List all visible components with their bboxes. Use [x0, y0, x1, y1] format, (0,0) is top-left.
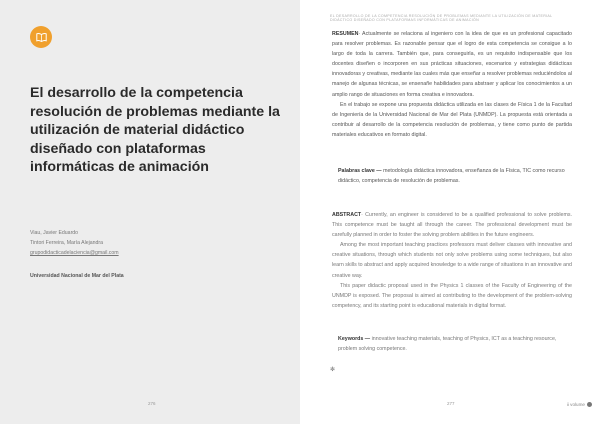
affiliation: Universidad Nacional de Mar del Plata	[30, 273, 124, 279]
journal-mark	[567, 402, 592, 407]
page-number: 276	[148, 401, 156, 406]
contact-email-link[interactable]: grupodidacticadelaciencia@gmail.com	[30, 250, 119, 256]
abstract-label: ABSTRACT	[332, 212, 362, 218]
keywords-spanish: Palabras clave — metodología didáctica innovadora, enseñanza de la Física, TIC como recurso didáctico, competencia de resolución de problemas.	[338, 168, 565, 185]
abstract-paragraph: This paper didactic proposal used in the Physics 1 classes of the Faculty of Engineering of the UNMDP is exposed. The proposal is aimed at contributing to the development of the problem-solving competency, and its starting point is educational materials in digital format.	[332, 282, 572, 309]
keywords-english: Keywords — innovative teaching materials, teaching of Physics, ICT as a teaching resource, problem solving competence.	[338, 336, 557, 353]
author-list	[30, 228, 270, 258]
running-head: EL DESARROLLO DE LA COMPETENCIA RESOLUCIÓN DE PROBLEMAS MEDIANTE LA UTILIZACIÓN DE MATERIAL DIDÁCTICO DISEÑADO CON PLATAFORMAS INFORMÁTICAS DE ANIMACIÓN	[330, 14, 553, 22]
article-title: El desarrollo de la competencia resolución de problemas mediante la utilización de material didáctico diseñado con plataformas informáticas de animación	[30, 85, 280, 176]
keywords-label: Palabras clave —	[338, 168, 382, 174]
book-logo-icon	[30, 26, 52, 48]
abstract-paragraph: Among the most important teaching practices professors must deliver classes with innovative and creative situations, through which students not only solve problems using some techniques, but also learn skills to abstract and apply acquired knowledge to a wide range of situations in an innovative and creative way.	[332, 242, 572, 279]
footnote-mark: ✻	[330, 367, 336, 373]
abstract-paragraph: ABSTRACT· Currently, an engineer is considered to be a qualified professional to solve problems. This competence must be taught all through the career. The professional development must be carefully planned in order to foster the solving problem abilities in the future engineers.	[332, 212, 572, 239]
abstract-paragraph: RESUMEN· Actualmente se relaciona al ingeniero con la idea de que es un profesional capacitado para resolver problemas. Es razonable pensar que el logro de esta competencia se consigue a lo largo de toda la carrera. También que, para conseguirla, es un requisito indispensable que los docentes diseñen o incorporen en sus prácticas situaciones, escenarios y estrategias didácticas innovadoras y creativas, mediante las cuales más que enseñar a resolver problemas reduciéndolos al manejo de algunas técnicas, se ensenañe habilidades para abstraer y aplicar los conocimientos a un amplio rango de situaciones en forma creativa e innovadora.	[332, 31, 572, 98]
author-name: Tintori Ferreira, María Alejandra	[30, 240, 104, 246]
author-name: Viau, Javier Eduardo	[30, 230, 79, 236]
journal-mark-label: ii volume	[566, 402, 585, 407]
abstract-label: RESUMEN	[332, 31, 359, 37]
page-number: 277	[447, 401, 455, 406]
right-page	[300, 0, 600, 424]
abstract-english	[332, 210, 572, 311]
abstract-paragraph: En el trabajo se expone una propuesta didáctica utilizada en las clases de Física 1 de la Facultad de Ingeniería de la Universidad Nacional de Mar del Plata (UNMDP). La propuesta está orientada a contribuir al desarrollo de la competencia resolución de problemas, y tiene como punto de partida materiales educativos en formato digital.	[332, 101, 572, 138]
keywords-label: Keywords —	[338, 336, 371, 342]
abstract-spanish	[332, 29, 572, 140]
journal-dot-icon	[587, 402, 592, 407]
